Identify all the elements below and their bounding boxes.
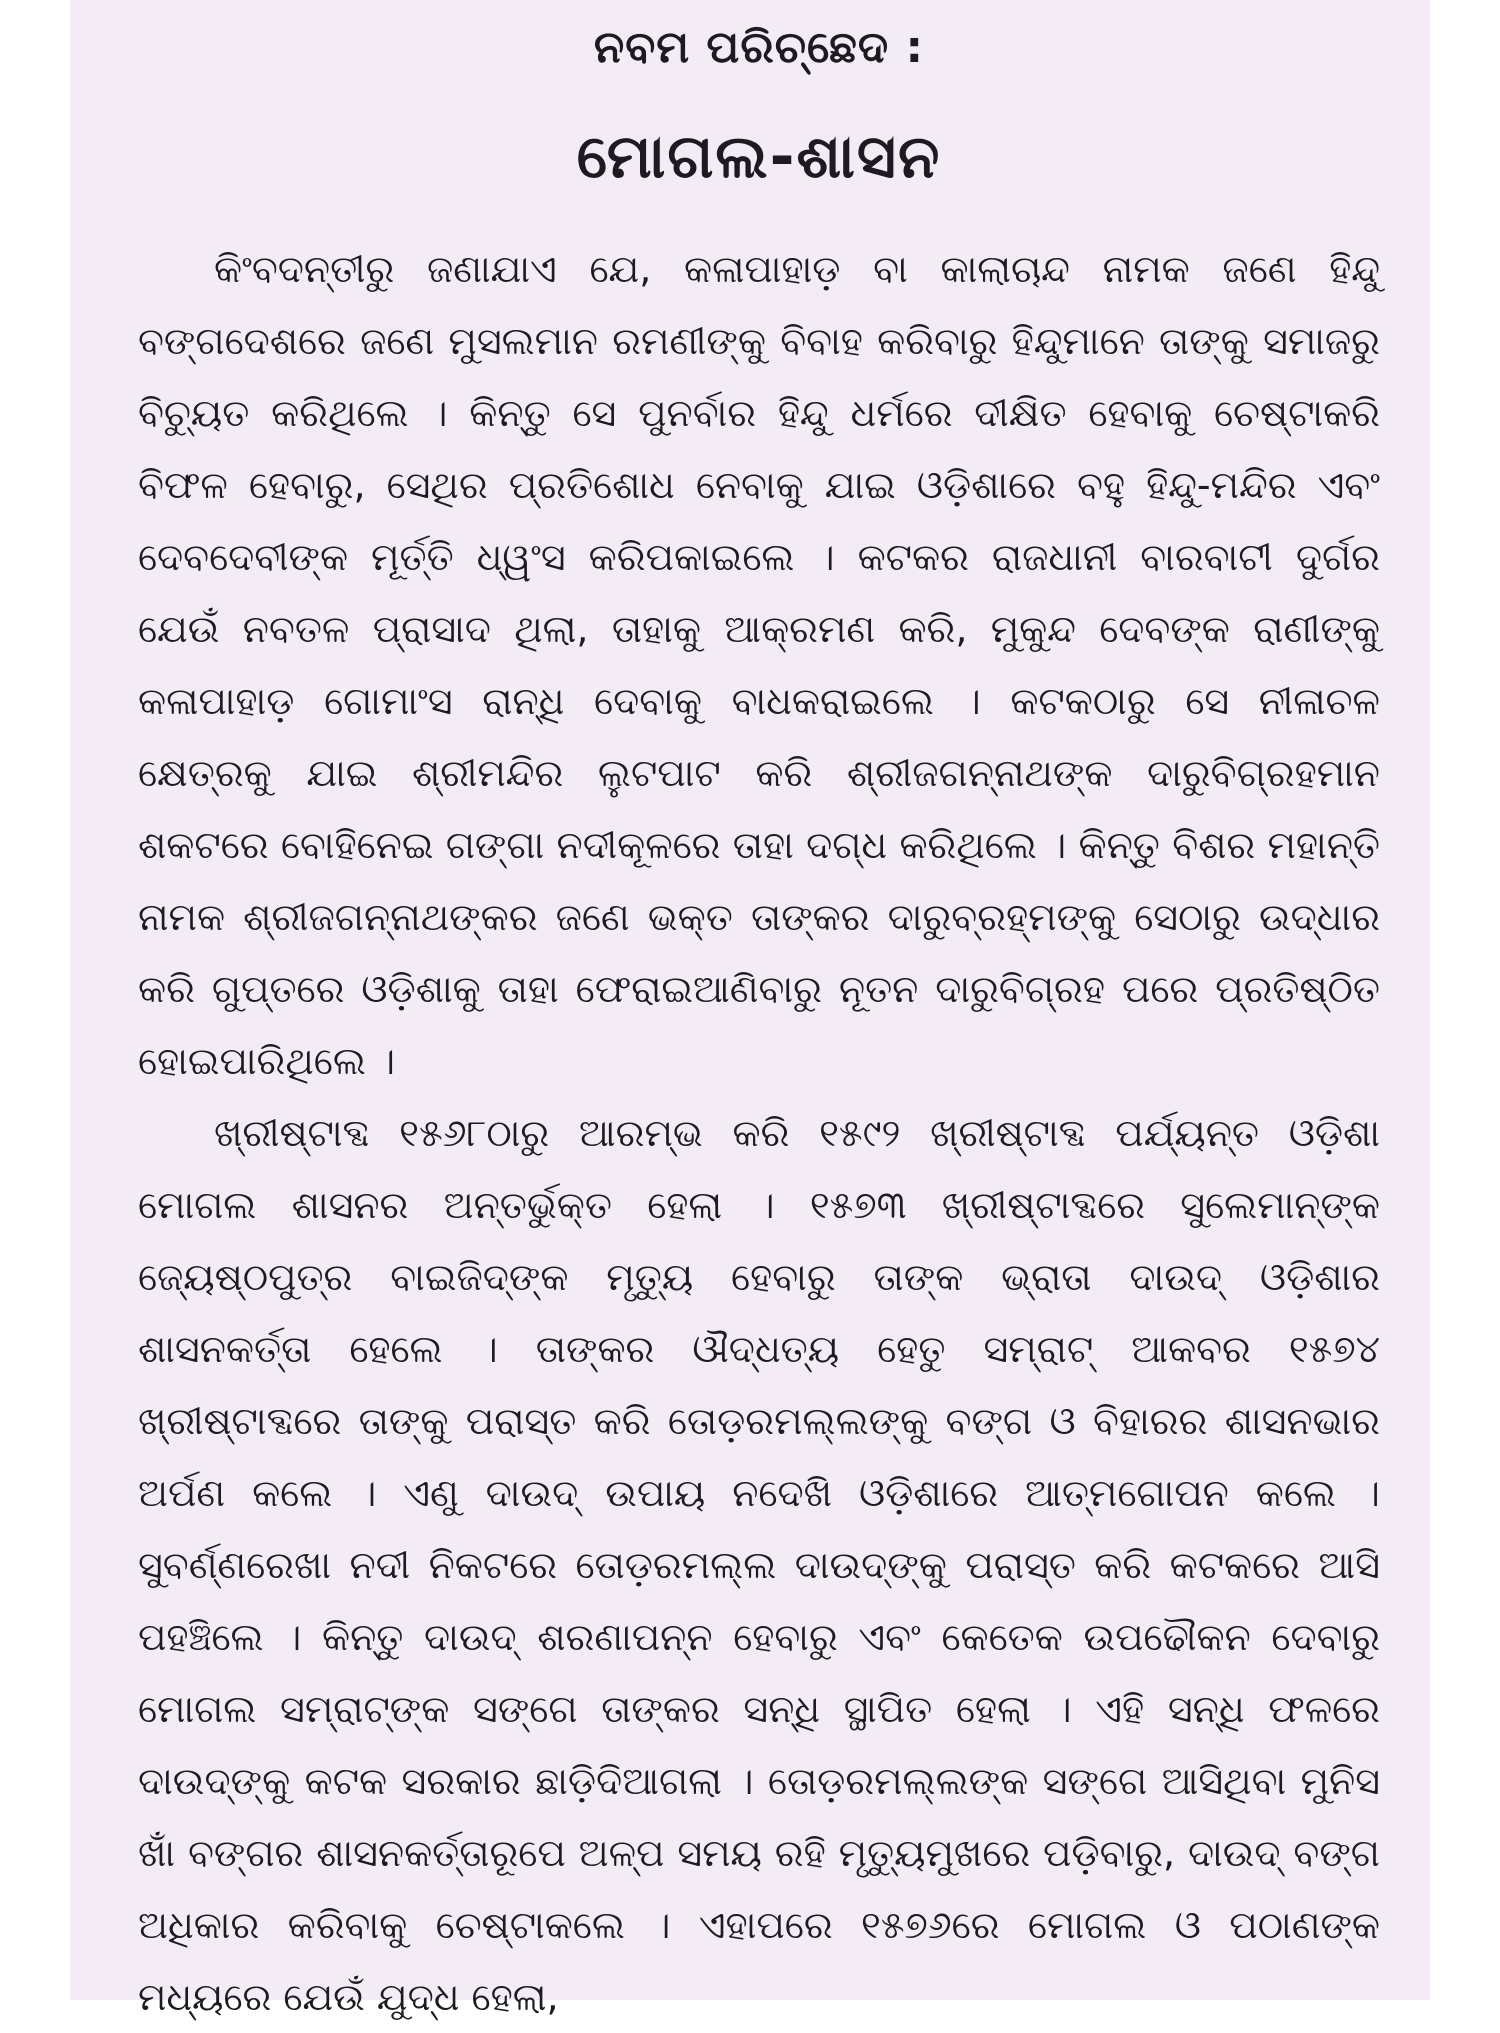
paragraph-2: ଖ୍ରୀଷ୍ଟାବ୍ଦ ୧୫୬୮ଠାରୁ ଆରମ୍ଭ କରି ୧୫୯୨ ଖ୍ରୀଷ୍ଟାବ୍ଦ ପର୍ଯ୍ୟନ୍ତ ଓଡ଼ିଶା ମୋଗଲ ଶାସନର ଅନ୍ତର୍ଭୁକ୍ତ ହେଲା । ୧୫୭୩ ଖ୍ରୀଷ୍ଟାବ୍ଦରେ ସୁଲେମାନ୍‌ଙ୍କ ଜ୍ୟେଷ୍ଠପୁତ୍ର ବାଇଜିଦ୍‌ଙ୍କ ମୃତ୍ୟୁ ହେବାରୁ ତାଙ୍କ ଭ୍ରାତା ଦାଉଦ୍ ଓଡ଼ିଶାର ଶାସନକର୍ତ୍ତା ହେଲେ । ତାଙ୍କର ଔଦ୍ଧତ୍ୟ ହେତୁ ସମ୍ରାଟ୍ ଆକବର ୧୫୭୪ ଖ୍ରୀଷ୍ଟାବ୍ଦରେ ତାଙ୍କୁ ପରାସ୍ତ କରି ତୋଡ଼ରମଲ୍ଲଙ୍କୁ ବଙ୍ଗ ଓ ବିହାରର ଶାସନଭାର ଅର୍ପଣ କଲେ । ଏଣୁ ଦାଉଦ୍ ଉପାୟ ନଦେଖି ଓଡ଼ିଶାରେ ଆତ୍ମଗୋପନ କଲେ । ସୁବର୍ଣ୍ଣରେଖା ନଦୀ ନିକଟରେ ତୋଡ଼ରମଲ୍ଲ ଦାଉଦ୍‌ଙ୍କୁ ପରାସ୍ତ କରି କଟକରେ ଆସି ପହଞ୍ଚିଲେ । କିନ୍ତୁ ଦାଉଦ୍ ଶରଣାପନ୍ନ ହେବାରୁ ଏବଂ କେତେକ ଉପଢୌକନ ଦେବାରୁ ମୋଗଲ ସମ୍ରାଟ୍‌ଙ୍କ ସଙ୍ଗେ ତାଙ୍କର ସନ୍ଧି ସ୍ଥାପିତ ହେଲା । ଏହି ସନ୍ଧି ଫଳରେ ଦାଉଦ୍‌ଙ୍କୁ କଟକ ସରକାର ଛାଡ଼ିଦିଆଗଲା । ତୋଡ଼ରମଲ୍ଲଙ୍କ ସଙ୍ଗେ ଆସିଥିବା ମୁନିସ ଖାଁ ବଙ୍ଗର ଶାସନକର୍ତ୍ତାରୂପେ ଅଳ୍ପ ସମୟ ରହି ମୃତ୍ୟୁମୁଖରେ ପଡ଼ିବାରୁ, ଦାଉଦ୍ ବଙ୍ଗ ଅଧିକାର କରିବାକୁ ଚେଷ୍ଟାକଲେ । ଏହାପରେ ୧୫୭୬ରେ ମୋଗଲ ଓ ପଠାଣଙ୍କ ମଧ୍ୟରେ ଯେଉଁ ଯୁଦ୍ଧ ହେଲା,	[138, 1110, 1380, 2019]
book-page	[70, 0, 1430, 2019]
page-title: ମୋଗଲ-ଶାସନ	[576, 121, 942, 192]
paragraph-1: କିଂବଦନ୍ତୀରୁ ଜଣାଯାଏ ଯେ, କଳାପାହାଡ଼ ବା କାଲାଚାନ୍ଦ ନାମକ ଜଣେ ହିନ୍ଦୁ ବଙ୍ଗଦେଶରେ ଜଣେ ମୁସଲମାନ ରମଣୀଙ୍କୁ ବିବାହ କରିବାରୁ ହିନ୍ଦୁମାନେ ତାଙ୍କୁ ସମାଜରୁ ବିଚ୍ୟୁତ କରିଥିଲେ । କିନ୍ତୁ ସେ ପୁନର୍ବାର ହିନ୍ଦୁ ଧର୍ମରେ ଦୀକ୍ଷିତ ହେବାକୁ ଚେଷ୍ଟାକରି ବିଫଳ ହେବାରୁ, ସେଥିର ପ୍ରତିଶୋଧ ନେବାକୁ ଯାଇ ଓଡ଼ିଶାରେ ବହୁ ହିନ୍ଦୁ-ମନ୍ଦିର ଏବଂ ଦେବଦେବୀଙ୍କ ମୂର୍ତ୍ତି ଧ୍ୱଂସ କରିପକାଇଲେ । କଟକର ରାଜଧାନୀ ବାରବାଟୀ ଦୁର୍ଗର ଯେଉଁ ନବତଳ ପ୍ରାସାଦ ଥିଲା, ତାହାକୁ ଆକ୍ରମଣ କରି, ମୁକୁନ୍ଦ ଦେବଙ୍କ ରାଣୀଙ୍କୁ କଳାପାହାଡ଼ ଗୋମାଂସ ରାନ୍ଧି ଦେବାକୁ ବାଧକରାଇଲେ । କଟକଠାରୁ ସେ ନୀଳାଚଳ କ୍ଷେତ୍ରକୁ ଯାଇ ଶ୍ରୀମନ୍ଦିର ଲୁଟପାଟ କରି ଶ୍ରୀଜଗନ୍ନାଥଙ୍କ ଦାରୁବିଗ୍ରହମାନ ଶକଟରେ ବୋହିନେଇ ଗଙ୍ଗା ନଦୀକୂଳରେ ତାହା ଦଗ୍ଧ କରିଥିଲେ । କିନ୍ତୁ ବିଶର ମହାନ୍ତି ନାମକ ଶ୍ରୀଜଗନ୍ନାଥଙ୍କର ଜଣେ ଭକ୍ତ ତାଙ୍କର ଦାରୁବ୍ରହ୍ମଙ୍କୁ ସେଠାରୁ ଉଦ୍ଧାର କରି ଗୁପ୍ତରେ ଓଡ଼ିଶାକୁ ତାହା ଫେରାଇଆଣିବାରୁ ନୂତନ ଦାରୁବିଗ୍ରହ ପରେ ପ୍ରତିଷ୍ଠିତ ହୋଇପାରିଥିଲେ ।	[138, 246, 1380, 1083]
chapter-heading: ନବମ ପରିଚ୍ଛେଦ :	[593, 22, 925, 73]
